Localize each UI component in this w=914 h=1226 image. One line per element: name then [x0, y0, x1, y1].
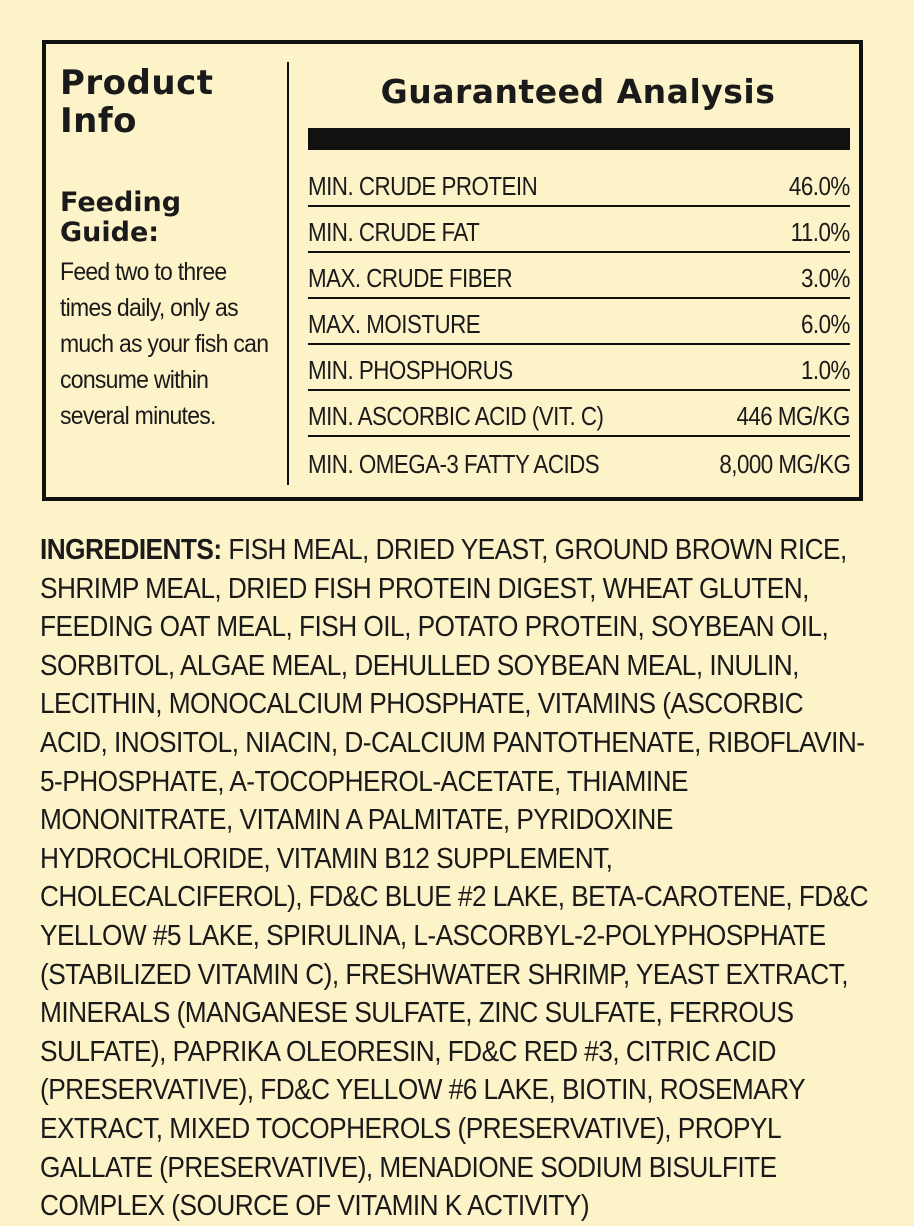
analysis-value: 446 MG/KG — [736, 401, 850, 431]
analysis-label: MIN. OMEGA-3 FATTY ACIDS — [308, 449, 600, 479]
product-info-column — [60, 64, 280, 434]
analysis-row — [308, 161, 850, 207]
analysis-value: 1.0% — [801, 355, 850, 385]
ingredients-block — [40, 531, 873, 1226]
analysis-row — [308, 253, 850, 299]
guaranteed-analysis-title: Guaranteed Analysis — [380, 72, 776, 111]
feeding-guide-title-line2: Guide: — [60, 217, 160, 248]
feeding-guide-text: Feed two to three times daily, only as much as your fish can consume within several minutes. — [60, 258, 269, 430]
analysis-value: 46.0% — [789, 171, 850, 201]
product-info-title-line2: Info — [60, 101, 138, 141]
analysis-row — [308, 437, 850, 483]
analysis-row — [308, 207, 850, 253]
analysis-label: MAX. MOISTURE — [308, 309, 481, 339]
analysis-value: 3.0% — [801, 263, 850, 293]
analysis-label: MIN. PHOSPHORUS — [308, 355, 513, 385]
feeding-guide-title-line1: Feeding — [60, 187, 182, 218]
analysis-value: 8,000 MG/KG — [718, 449, 850, 479]
feeding-guide-title — [60, 188, 280, 248]
analysis-value: 6.0% — [801, 309, 850, 339]
column-divider — [287, 62, 289, 485]
analysis-label: MIN. CRUDE PROTEIN — [308, 171, 538, 201]
guaranteed-analysis-table — [308, 161, 850, 483]
ingredients-text: FISH MEAL, DRIED YEAST, GROUND BROWN RICE, SHRIMP MEAL, DRIED FISH PROTEIN DIGEST, WHEAT GLUTEN, FEEDING OAT MEAL, FISH OIL, POTATO PROTEIN, SOYBEAN OIL, SORBITOL, ALGAE MEAL, DEHULLED SOYBEAN MEAL, INULIN, LECITHIN, MONOCALCIUM PHOSPHATE, VITAMINS (ASCORBIC ACID, INOSITOL, NIACIN, D-CALCIUM PANTOTHENATE, RIBOFLAVIN-5-PHOSPHATE, A-TOCOPHEROL-ACETATE, THIAMINE MONONITRATE, VITAMIN A PALMITATE, PYRIDOXINE HYDROCHLORIDE, VITAMIN B12 SUPPLEMENT, CHOLECALCIFEROL), FD&C BLUE #2 LAKE, BETA-CAROTENE, FD&C YELLOW #5 LAKE, SPIRULINA, L-ASCORBYL-2-POLYPHOSPHATE (STABILIZED VITAMIN C), FRESHWATER SHRIMP, YEAST EXTRACT, MINERALS (MANGANESE SULFATE, ZINC SULFATE, FERROUS SULFATE), PAPRIKA OLEORESIN, FD&C RED #3, CITRIC ACID (PRESERVATIVE), FD&C YELLOW #6 LAKE, BIOTIN, ROSEMARY EXTRACT, MIXED TOCOPHEROLS (PRESERVATIVE), PROPYL GALLATE (PRESERVATIVE), MENADIONE SODIUM BISULFITE COMPLEX (SOURCE OF VITAMIN K ACTIVITY) — [40, 534, 869, 1223]
analysis-row — [308, 345, 850, 391]
analysis-value: 11.0% — [790, 217, 850, 247]
guaranteed-analysis-bar — [308, 128, 850, 150]
product-info-title-line1: Product — [60, 63, 214, 103]
analysis-row — [308, 391, 850, 437]
analysis-label: MIN. CRUDE FAT — [308, 217, 480, 247]
analysis-label: MAX. CRUDE FIBER — [308, 263, 513, 293]
analysis-label: MIN. ASCORBIC ACID (VIT. C) — [308, 401, 604, 431]
product-info-panel — [42, 40, 863, 501]
ingredients-label: INGREDIENTS: — [40, 534, 222, 566]
product-info-title — [60, 64, 280, 140]
analysis-row — [308, 299, 850, 345]
